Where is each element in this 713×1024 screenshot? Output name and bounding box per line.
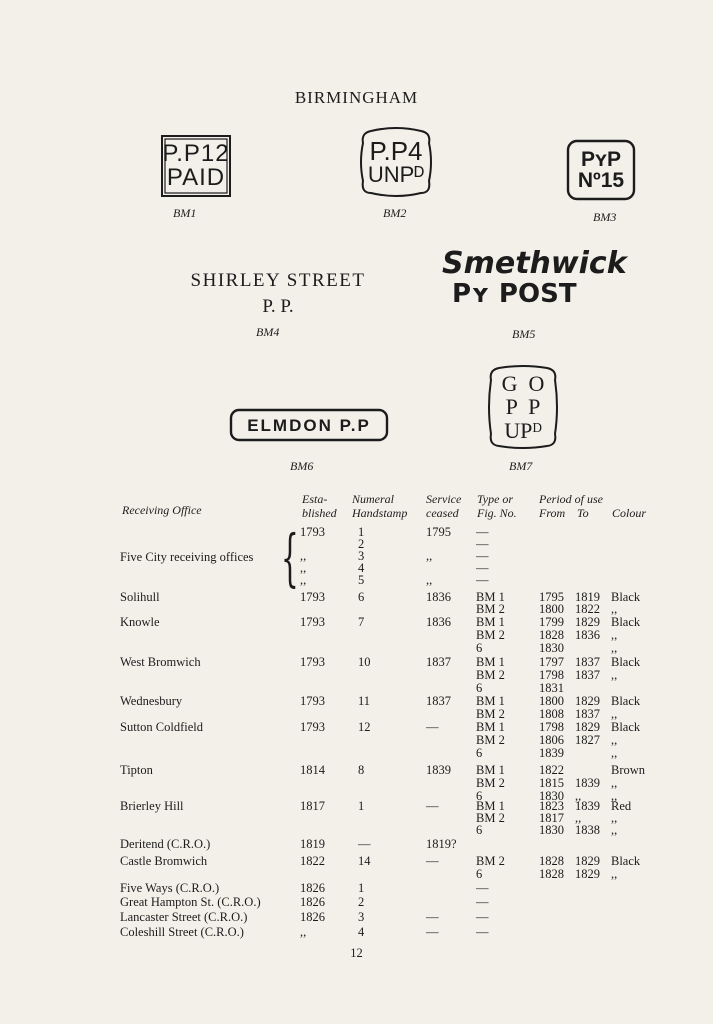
- cell-to: 1819: [575, 590, 600, 604]
- cell-to: 1829: [575, 720, 600, 734]
- header-colour: Colour: [612, 506, 647, 520]
- cell-type: —: [476, 573, 489, 587]
- cell-type: BM 2: [476, 602, 505, 616]
- cell-colour: ,,: [611, 733, 618, 747]
- cell-est: 1819: [300, 837, 325, 851]
- cell-type: BM 1: [476, 799, 505, 813]
- cell-colour: ,,: [611, 789, 618, 803]
- cell-svc: 1836: [426, 615, 451, 629]
- cell-num: 2: [358, 537, 365, 551]
- caption-bm5: BM5: [512, 327, 536, 341]
- cell-num: 7: [358, 615, 365, 629]
- cell-from: 1798: [539, 720, 564, 734]
- cell-to: 1829: [575, 615, 600, 629]
- stamp-bm3-line2: Nº15: [577, 169, 625, 192]
- cell-office: Coleshill Street (C.R.O.): [120, 925, 244, 939]
- cell-svc: 1839: [426, 763, 451, 777]
- cell-svc: —: [426, 925, 439, 939]
- cell-est: 1817: [300, 799, 325, 813]
- cell-type: —: [476, 549, 489, 563]
- cell-from: 1828: [539, 628, 564, 642]
- cell-est: 1793: [300, 720, 325, 734]
- cell-type: BM 1: [476, 720, 505, 734]
- cell-from: 1806: [539, 733, 564, 747]
- stamp-bm3: [566, 139, 636, 201]
- cell-num: 1: [358, 799, 365, 813]
- cell-est: 1814: [300, 763, 325, 777]
- cell-colour: ,,: [611, 707, 618, 721]
- cell-type: —: [476, 525, 489, 539]
- cell-to: 1827: [575, 733, 600, 747]
- page-number: 12: [350, 946, 363, 960]
- cell-num: 3: [358, 549, 365, 563]
- cell-colour: Brown: [611, 763, 646, 777]
- stamp-bm4-line1: SHIRLEY STREET: [190, 270, 366, 291]
- cell-from: 1831: [539, 681, 564, 695]
- stamp-bm4: [172, 270, 384, 318]
- cell-type: 6: [476, 867, 483, 881]
- cell-svc: ,,: [426, 549, 433, 563]
- cell-colour: ,,: [611, 867, 618, 881]
- cell-type: 6: [476, 789, 483, 803]
- cell-est: 1793: [300, 694, 325, 708]
- cell-colour: ,,: [611, 823, 618, 837]
- cell-type: BM 2: [476, 668, 505, 682]
- cell-svc: —: [426, 910, 439, 924]
- caption-bm3: BM3: [593, 210, 617, 224]
- cell-svc: 1837: [426, 655, 451, 669]
- cell-type: BM 1: [476, 615, 505, 629]
- cell-est: 1826: [300, 895, 325, 909]
- cell-num: 1: [358, 881, 365, 895]
- cell-type: —: [476, 925, 489, 939]
- cell-from: 1830: [539, 823, 564, 837]
- cell-num: 4: [358, 561, 365, 575]
- stamp-bm2-line1: P.P4: [369, 136, 423, 166]
- cell-num: 5: [358, 573, 365, 587]
- cell-type: —: [476, 537, 489, 551]
- cell-colour: ,,: [611, 811, 618, 825]
- caption-bm7: BM7: [509, 459, 533, 473]
- cell-svc: —: [426, 799, 439, 813]
- cell-to: 1829: [575, 867, 600, 881]
- header-established-2: blished: [302, 506, 337, 520]
- header-office: Receiving Office: [122, 503, 202, 517]
- header-to: To: [577, 506, 589, 520]
- cell-to: 1837: [575, 707, 600, 721]
- cell-office: Knowle: [120, 615, 160, 629]
- brace-icon: {: [281, 521, 299, 594]
- cell-from: 1808: [539, 707, 564, 721]
- cell-type: 6: [476, 746, 483, 760]
- cell-from: 1817: [539, 811, 564, 825]
- cell-to: 1822: [575, 602, 600, 616]
- cell-est: ,,: [300, 573, 307, 587]
- cell-colour: Red: [611, 799, 632, 813]
- cell-svc: 1819?: [426, 837, 457, 851]
- header-type-1: Type or: [477, 492, 514, 506]
- cell-office: Tipton: [120, 763, 153, 777]
- cell-num: 4: [358, 925, 365, 939]
- cell-office: Great Hampton St. (C.R.O.): [120, 895, 261, 909]
- cell-office: Sutton Coldfield: [120, 720, 203, 734]
- cell-from: 1839: [539, 746, 564, 760]
- stamp-bm1-line2: PAID: [166, 164, 226, 191]
- stamp-bm5-line1: Smethwick: [442, 246, 627, 281]
- cell-svc: ,,: [426, 573, 433, 587]
- cell-colour: Black: [611, 615, 641, 629]
- cell-office: Brierley Hill: [120, 799, 184, 813]
- cell-from: 1822: [539, 763, 564, 777]
- cell-from: 1830: [539, 641, 564, 655]
- caption-bm4: BM4: [256, 325, 280, 339]
- cell-type: BM 2: [476, 628, 505, 642]
- cell-type: 6: [476, 641, 483, 655]
- cell-type: —: [476, 561, 489, 575]
- cell-svc: —: [426, 720, 439, 734]
- cell-to: ,,: [575, 811, 582, 825]
- stamp-bm7-line3: UPᴰ: [504, 417, 542, 443]
- cell-colour: ,,: [611, 602, 618, 616]
- cell-type: BM 2: [476, 707, 505, 721]
- cell-colour: ,,: [611, 776, 618, 790]
- cell-to: 1829: [575, 854, 600, 868]
- cell-num: 8: [358, 763, 365, 777]
- cell-type: BM 2: [476, 733, 505, 747]
- cell-to: 1837: [575, 668, 600, 682]
- cell-svc: 1795: [426, 525, 451, 539]
- cell-from: 1799: [539, 615, 564, 629]
- cell-to: ,,: [575, 789, 582, 803]
- cell-est: 1826: [300, 910, 325, 924]
- cell-to: 1836: [575, 628, 600, 642]
- header-type-2: Fig. No.: [477, 506, 517, 520]
- cell-type: BM 1: [476, 590, 505, 604]
- stamp-bm1: [160, 134, 232, 198]
- cell-num: 1: [358, 525, 365, 539]
- stamp-bm2: [359, 127, 433, 197]
- cell-colour: Black: [611, 590, 641, 604]
- stamp-bm5: [442, 246, 627, 309]
- cell-from: 1795: [539, 590, 564, 604]
- cell-to: 1829: [575, 694, 600, 708]
- stamp-bm4-line2: P. P.: [262, 296, 294, 317]
- cell-to: 1838: [575, 823, 600, 837]
- cell-num: 10: [358, 655, 371, 669]
- cell-colour: Black: [611, 655, 641, 669]
- cell-est: 1793: [300, 615, 325, 629]
- cell-num: 6: [358, 590, 365, 604]
- cell-num: —: [358, 837, 371, 851]
- cell-svc: 1837: [426, 694, 451, 708]
- cell-colour: Black: [611, 720, 641, 734]
- caption-bm2: BM2: [383, 206, 407, 220]
- stamp-bm5-line2: Pʏ POST: [452, 279, 577, 309]
- cell-office: Deritend (C.R.O.): [120, 837, 211, 851]
- cell-office: Five City receiving offices: [120, 550, 254, 564]
- cell-from: 1815: [539, 776, 564, 790]
- cell-to: 1839: [575, 776, 600, 790]
- cell-from: 1828: [539, 854, 564, 868]
- cell-colour: ,,: [611, 628, 618, 642]
- cell-num: 3: [358, 910, 365, 924]
- cell-type: BM 1: [476, 694, 505, 708]
- header-established-1: Esta-: [302, 492, 328, 506]
- cell-est: ,,: [300, 925, 307, 939]
- cell-to: 1837: [575, 655, 600, 669]
- stamp-bm7-line1: G O: [501, 371, 545, 397]
- cell-num: 2: [358, 895, 365, 909]
- stamp-bm7-line2: P P: [505, 394, 541, 420]
- cell-type: 6: [476, 681, 483, 695]
- cell-type: —: [476, 895, 489, 909]
- caption-bm6: BM6: [290, 459, 314, 473]
- cell-office: Lancaster Street (C.R.O.): [120, 910, 248, 924]
- cell-colour: ,,: [611, 668, 618, 682]
- cell-from: 1823: [539, 799, 564, 813]
- cell-est: 1793: [300, 655, 325, 669]
- cell-type: BM 2: [476, 776, 505, 790]
- cell-to: 1839: [575, 799, 600, 813]
- cell-from: 1828: [539, 867, 564, 881]
- page-title: BIRMINGHAM: [294, 88, 419, 107]
- stamp-bm1-line1: P.P12: [162, 140, 230, 167]
- stamp-bm7: [487, 365, 559, 449]
- header-numeral-1: Numeral: [352, 492, 394, 506]
- cell-type: —: [476, 910, 489, 924]
- cell-est: 1793: [300, 590, 325, 604]
- cell-type: BM 1: [476, 763, 505, 777]
- cell-est: ,,: [300, 549, 307, 563]
- cell-type: BM 2: [476, 811, 505, 825]
- header-service-2: ceased: [426, 506, 459, 520]
- cell-type: BM 2: [476, 854, 505, 868]
- cell-from: 1798: [539, 668, 564, 682]
- stamp-bm3-line1: PʏP: [580, 148, 621, 171]
- stamp-bm6-line1: ELMDON P.P: [247, 415, 371, 435]
- cell-est: 1826: [300, 881, 325, 895]
- cell-svc: —: [426, 854, 439, 868]
- cell-colour: Black: [611, 854, 641, 868]
- caption-bm1: BM1: [173, 206, 197, 220]
- cell-est: 1793: [300, 525, 325, 539]
- cell-colour: ,,: [611, 746, 618, 760]
- cell-colour: ,,: [611, 641, 618, 655]
- cell-num: 14: [358, 854, 371, 868]
- cell-type: 6: [476, 823, 483, 837]
- cell-est: 1822: [300, 854, 325, 868]
- header-numeral-2: Handstamp: [352, 506, 408, 520]
- header-service-1: Service: [426, 492, 462, 506]
- cell-office: Castle Bromwich: [120, 854, 208, 868]
- cell-from: 1830: [539, 789, 564, 803]
- cell-type: —: [476, 881, 489, 895]
- cell-colour: Black: [611, 694, 641, 708]
- cell-from: 1800: [539, 602, 564, 616]
- stamp-bm6: [229, 408, 389, 442]
- cell-num: 11: [358, 694, 371, 708]
- cell-office: Five Ways (C.R.O.): [120, 881, 220, 895]
- cell-office: Solihull: [120, 590, 160, 604]
- cell-office: West Bromwich: [120, 655, 201, 669]
- stamp-bm2-line2: UNPᴰ: [367, 162, 425, 187]
- cell-est: ,,: [300, 561, 307, 575]
- header-period: Period of use: [539, 492, 603, 506]
- cell-num: 12: [358, 720, 371, 734]
- cell-from: 1800: [539, 694, 564, 708]
- cell-svc: 1836: [426, 590, 451, 604]
- cell-from: 1797: [539, 655, 564, 669]
- cell-office: Wednesbury: [120, 694, 183, 708]
- header-from: From: [539, 506, 566, 520]
- cell-type: BM 1: [476, 655, 505, 669]
